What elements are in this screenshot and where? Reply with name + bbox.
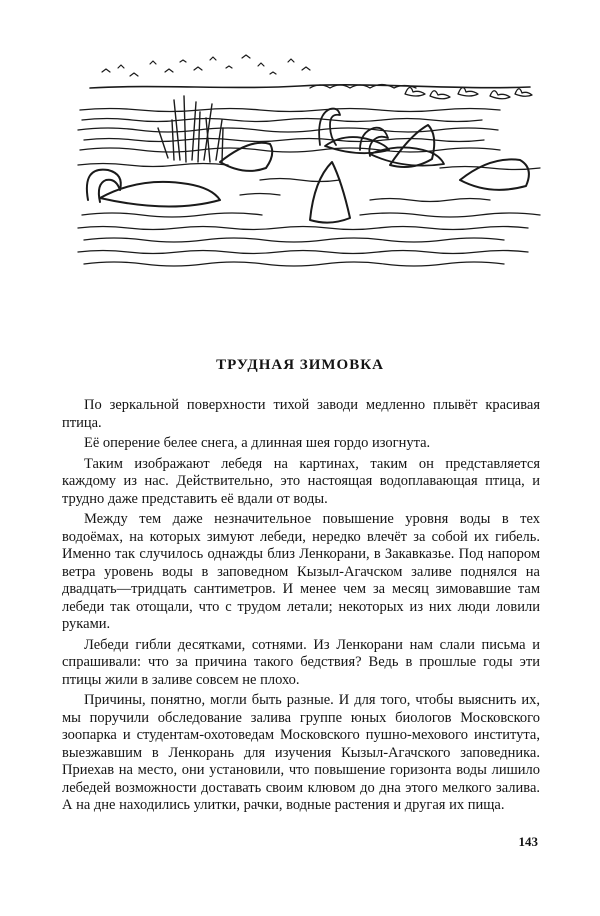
paragraph-5: Лебеди гибли десятками, сотнями. Из Ленкорани нам слали письма и спрашивали: что за причина такого бедствия? Ведь в прошлые годы эти птицы жили в заливе совсем не плохо. — [62, 636, 540, 688]
page-number: 143 — [518, 834, 538, 849]
paragraph-3: Таким изображают лебедя на картинах, таким он представляется каждому из нас. Действительно, это настоящая водоплавающая птица, и трудно даже представить её вдали от воды. — [62, 455, 540, 507]
chapter-title: ТРУДНАЯ ЗИМОВКА — [216, 357, 384, 373]
paragraph-4: Между тем даже незначительное повышение уровня воды в тех водоёмах, на которых зимуют лебеди, нередко влечёт за собой их гибель. Именно так случилось однажды близ Ленкорани, в Закавказье. Под напором ветра уровень воды в заповедном Кызыл-Агачском заливе поднялся на двадцать—тридцать сантиметров. И менее чем за месяц зимовавшие там лебеди так отощали, что с трудом летали; некоторых из них люди ловили руками. — [62, 511, 540, 632]
paragraph-2: Её оперение белее снега, а длинная шея гордо изогнута. — [84, 435, 431, 451]
body-text — [62, 397, 540, 818]
paragraph-1: По зеркальной поверхности тихой заводи медленно плывёт красивая птица. — [62, 397, 540, 431]
flying-birds-icon — [102, 55, 310, 76]
swans-on-water-illustration — [70, 50, 550, 275]
paragraph-6: Причины, понятно, могли быть разные. И для того, чтобы выяснить их, мы поручили обследование залива группе юных биологов Московского зоопарка и студентам-охотоведам Московского пушно-мехового института, выезжавшим в Ленкорань для изучения Кызыл-Агачского заповедника. Приехав на место, они установили, что повышение горизонта воды лишило лебедей возможности доставать своим клювом до дна этого мелкого залива. А на дне находились улитки, рачки, водные растения и другая их пища. — [62, 692, 540, 813]
